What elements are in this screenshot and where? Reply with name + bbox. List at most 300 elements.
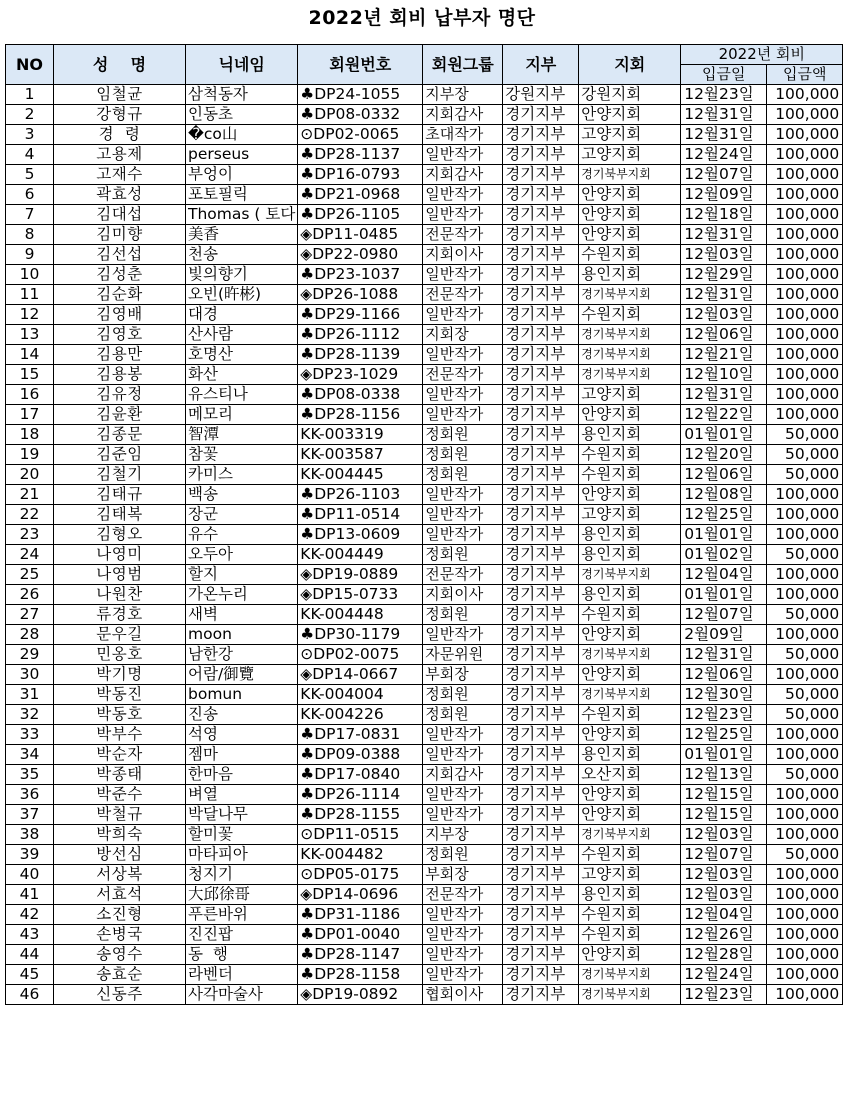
- table-row: [6, 445, 843, 465]
- cell-member-no: ♣DP21-0968: [298, 185, 423, 205]
- cell-group: 지부장: [423, 85, 503, 105]
- table-row: [6, 265, 843, 285]
- header-member-no: 회원번호: [298, 45, 423, 85]
- cell-no: 45: [6, 965, 54, 985]
- cell-member-no: KK-004449: [298, 545, 423, 565]
- cell-name: 김태복: [54, 505, 186, 525]
- cell-amount: 100,000: [767, 865, 843, 885]
- cell-nickname: 할지: [186, 565, 298, 585]
- cell-name: 김철기: [54, 465, 186, 485]
- cell-date: 12월06일: [681, 465, 767, 485]
- cell-no: 46: [6, 985, 54, 1005]
- cell-chapter: 용인지회: [579, 585, 681, 605]
- cell-nickname: 호명산: [186, 345, 298, 365]
- cell-group: 전문작가: [423, 565, 503, 585]
- cell-member-no: ♣DP28-1147: [298, 945, 423, 965]
- cell-name: 강형규: [54, 105, 186, 125]
- cell-branch: 경기지부: [503, 125, 579, 145]
- cell-no: 38: [6, 825, 54, 845]
- cell-branch: 경기지부: [503, 505, 579, 525]
- cell-amount: 100,000: [767, 165, 843, 185]
- cell-chapter: 수원지회: [579, 705, 681, 725]
- cell-name: 방선심: [54, 845, 186, 865]
- table-row: [6, 305, 843, 325]
- cell-amount: 100,000: [767, 925, 843, 945]
- cell-nickname: 대경: [186, 305, 298, 325]
- cell-member-no: ♣DP26-1112: [298, 325, 423, 345]
- cell-member-no: ♣DP13-0609: [298, 525, 423, 545]
- cell-amount: 100,000: [767, 805, 843, 825]
- header-amount: 입금액: [767, 65, 843, 85]
- cell-branch: 경기지부: [503, 685, 579, 705]
- cell-name: 김형오: [54, 525, 186, 545]
- cell-name: 박순자: [54, 745, 186, 765]
- cell-date: 12월04일: [681, 565, 767, 585]
- header-nickname: 닉네임: [186, 45, 298, 85]
- cell-branch: 경기지부: [503, 385, 579, 405]
- cell-branch: 경기지부: [503, 485, 579, 505]
- cell-group: 일반작가: [423, 145, 503, 165]
- cell-date: 12월07일: [681, 845, 767, 865]
- table-row: [6, 705, 843, 725]
- table-row: [6, 245, 843, 265]
- cell-amount: 100,000: [767, 885, 843, 905]
- cell-member-no: ◈DP15-0733: [298, 585, 423, 605]
- cell-branch: 경기지부: [503, 165, 579, 185]
- cell-group: 일반작가: [423, 345, 503, 365]
- cell-date: 12월18일: [681, 205, 767, 225]
- cell-no: 17: [6, 405, 54, 425]
- cell-name: 김종문: [54, 425, 186, 445]
- cell-name: 김선섭: [54, 245, 186, 265]
- cell-chapter: 안양지회: [579, 485, 681, 505]
- cell-nickname: 진진팝: [186, 925, 298, 945]
- cell-group: 일반작가: [423, 745, 503, 765]
- cell-name: 신동주: [54, 985, 186, 1005]
- cell-chapter: 경기북부지회: [579, 985, 681, 1005]
- table-row: [6, 325, 843, 345]
- cell-amount: 50,000: [767, 605, 843, 625]
- cell-no: 22: [6, 505, 54, 525]
- cell-group: 일반작가: [423, 405, 503, 425]
- cell-nickname: 라벤더: [186, 965, 298, 985]
- cell-amount: 100,000: [767, 965, 843, 985]
- cell-member-no: ♣DP28-1139: [298, 345, 423, 365]
- cell-nickname: 어람/御覽: [186, 665, 298, 685]
- cell-date: 12월03일: [681, 865, 767, 885]
- cell-name: 소진형: [54, 905, 186, 925]
- table-row: [6, 845, 843, 865]
- cell-chapter: 고양지회: [579, 505, 681, 525]
- cell-member-no: ◈DP11-0485: [298, 225, 423, 245]
- cell-branch: 경기지부: [503, 645, 579, 665]
- table-row: [6, 485, 843, 505]
- table-row: [6, 825, 843, 845]
- cell-nickname: 할미꽃: [186, 825, 298, 845]
- cell-no: 40: [6, 865, 54, 885]
- cell-date: 12월09일: [681, 185, 767, 205]
- cell-nickname: 박달나무: [186, 805, 298, 825]
- cell-chapter: 경기북부지회: [579, 645, 681, 665]
- table-row: [6, 345, 843, 365]
- cell-group: 전문작가: [423, 285, 503, 305]
- cell-branch: 경기지부: [503, 525, 579, 545]
- cell-amount: 100,000: [767, 525, 843, 545]
- cell-group: 일반작가: [423, 305, 503, 325]
- cell-no: 23: [6, 525, 54, 545]
- cell-branch: 경기지부: [503, 105, 579, 125]
- cell-date: 12월13일: [681, 765, 767, 785]
- cell-member-no: ⊙DP11-0515: [298, 825, 423, 845]
- table-row: [6, 925, 843, 945]
- cell-group: 정회원: [423, 685, 503, 705]
- cell-amount: 50,000: [767, 845, 843, 865]
- cell-member-no: KK-004448: [298, 605, 423, 625]
- cell-name: 김유정: [54, 385, 186, 405]
- cell-branch: 경기지부: [503, 465, 579, 485]
- cell-name: 김영배: [54, 305, 186, 325]
- cell-no: 32: [6, 705, 54, 725]
- cell-branch: 경기지부: [503, 545, 579, 565]
- cell-no: 9: [6, 245, 54, 265]
- cell-date: 12월28일: [681, 945, 767, 965]
- cell-nickname: 산사람: [186, 325, 298, 345]
- cell-nickname: 포토필릭: [186, 185, 298, 205]
- cell-date: 01월02일: [681, 545, 767, 565]
- cell-nickname: 유수: [186, 525, 298, 545]
- cell-no: 43: [6, 925, 54, 945]
- cell-amount: 50,000: [767, 705, 843, 725]
- cell-date: 12월21일: [681, 345, 767, 365]
- cell-no: 2: [6, 105, 54, 125]
- cell-name: 경 령: [54, 125, 186, 145]
- cell-branch: 경기지부: [503, 445, 579, 465]
- cell-group: 전문작가: [423, 365, 503, 385]
- cell-date: 12월31일: [681, 285, 767, 305]
- cell-amount: 100,000: [767, 85, 843, 105]
- cell-date: 12월25일: [681, 725, 767, 745]
- cell-date: 12월03일: [681, 245, 767, 265]
- cell-no: 29: [6, 645, 54, 665]
- cell-member-no: KK-004226: [298, 705, 423, 725]
- cell-nickname: 화산: [186, 365, 298, 385]
- cell-chapter: 수원지회: [579, 465, 681, 485]
- cell-member-no: ♣DP26-1103: [298, 485, 423, 505]
- cell-chapter: 경기북부지회: [579, 825, 681, 845]
- cell-member-no: ♣DP17-0831: [298, 725, 423, 745]
- cell-name: 고용제: [54, 145, 186, 165]
- cell-nickname: 사각마술사: [186, 985, 298, 1005]
- cell-name: 송효순: [54, 965, 186, 985]
- table-row: [6, 285, 843, 305]
- cell-no: 6: [6, 185, 54, 205]
- cell-date: 12월10일: [681, 365, 767, 385]
- cell-group: 정회원: [423, 545, 503, 565]
- cell-member-no: ◈DP14-0696: [298, 885, 423, 905]
- cell-group: 일반작가: [423, 785, 503, 805]
- cell-member-no: ♣DP28-1155: [298, 805, 423, 825]
- cell-date: 12월25일: [681, 505, 767, 525]
- cell-nickname: 美香: [186, 225, 298, 245]
- cell-date: 12월06일: [681, 325, 767, 345]
- cell-member-no: ♣DP24-1055: [298, 85, 423, 105]
- cell-member-no: ♣DP01-0040: [298, 925, 423, 945]
- cell-member-no: KK-003587: [298, 445, 423, 465]
- cell-amount: 100,000: [767, 345, 843, 365]
- cell-amount: 100,000: [767, 985, 843, 1005]
- cell-date: 12월29일: [681, 265, 767, 285]
- cell-amount: 50,000: [767, 645, 843, 665]
- cell-chapter: 안양지회: [579, 665, 681, 685]
- table-row: [6, 525, 843, 545]
- cell-no: 4: [6, 145, 54, 165]
- cell-no: 7: [6, 205, 54, 225]
- cell-no: 27: [6, 605, 54, 625]
- cell-date: 12월03일: [681, 885, 767, 905]
- cell-date: 12월03일: [681, 305, 767, 325]
- cell-date: 12월15일: [681, 805, 767, 825]
- cell-amount: 100,000: [767, 665, 843, 685]
- cell-name: 나원찬: [54, 585, 186, 605]
- table-row: [6, 105, 843, 125]
- table-row: [6, 625, 843, 645]
- cell-nickname: 인동초: [186, 105, 298, 125]
- cell-nickname: 진송: [186, 705, 298, 725]
- cell-nickname: Thomas ( 토다: [186, 205, 298, 225]
- cell-name: 김영호: [54, 325, 186, 345]
- cell-nickname: 카미스: [186, 465, 298, 485]
- cell-chapter: 경기북부지회: [579, 285, 681, 305]
- cell-amount: 100,000: [767, 285, 843, 305]
- cell-date: 12월15일: [681, 785, 767, 805]
- cell-chapter: 강원지회: [579, 85, 681, 105]
- cell-chapter: 안양지회: [579, 205, 681, 225]
- cell-member-no: KK-004445: [298, 465, 423, 485]
- cell-amount: 100,000: [767, 385, 843, 405]
- cell-nickname: 마타피아: [186, 845, 298, 865]
- cell-group: 정회원: [423, 425, 503, 445]
- cell-amount: 100,000: [767, 125, 843, 145]
- cell-group: 일반작가: [423, 925, 503, 945]
- cell-nickname: 메모리: [186, 405, 298, 425]
- cell-name: 박종태: [54, 765, 186, 785]
- cell-amount: 50,000: [767, 425, 843, 445]
- cell-member-no: ♣DP28-1158: [298, 965, 423, 985]
- cell-date: 12월24일: [681, 145, 767, 165]
- cell-date: 01월01일: [681, 745, 767, 765]
- cell-name: 손병국: [54, 925, 186, 945]
- cell-chapter: 안양지회: [579, 945, 681, 965]
- cell-name: 박부수: [54, 725, 186, 745]
- cell-no: 33: [6, 725, 54, 745]
- cell-group: 일반작가: [423, 965, 503, 985]
- table-row: [6, 185, 843, 205]
- cell-nickname: perseus: [186, 145, 298, 165]
- cell-chapter: 안양지회: [579, 225, 681, 245]
- cell-chapter: 용인지회: [579, 425, 681, 445]
- cell-branch: 경기지부: [503, 765, 579, 785]
- cell-name: 나영범: [54, 565, 186, 585]
- table-row: [6, 865, 843, 885]
- cell-name: 박기명: [54, 665, 186, 685]
- cell-chapter: 용인지회: [579, 265, 681, 285]
- cell-amount: 100,000: [767, 185, 843, 205]
- cell-member-no: ♣DP08-0332: [298, 105, 423, 125]
- cell-member-no: KK-004004: [298, 685, 423, 705]
- cell-name: 김순화: [54, 285, 186, 305]
- cell-name: 김대섭: [54, 205, 186, 225]
- cell-member-no: ◈DP19-0892: [298, 985, 423, 1005]
- cell-group: 지회장: [423, 325, 503, 345]
- cell-branch: 경기지부: [503, 405, 579, 425]
- cell-name: 문우길: [54, 625, 186, 645]
- cell-group: 일반작가: [423, 525, 503, 545]
- cell-name: 김미향: [54, 225, 186, 245]
- cell-group: 일반작가: [423, 805, 503, 825]
- cell-no: 1: [6, 85, 54, 105]
- table-row: [6, 205, 843, 225]
- cell-date: 12월31일: [681, 105, 767, 125]
- cell-date: 01월01일: [681, 525, 767, 545]
- cell-branch: 경기지부: [503, 605, 579, 625]
- cell-chapter: 경기북부지회: [579, 165, 681, 185]
- cell-no: 5: [6, 165, 54, 185]
- cell-group: 지부장: [423, 825, 503, 845]
- table-row: [6, 605, 843, 625]
- cell-name: 박철규: [54, 805, 186, 825]
- cell-chapter: 고양지회: [579, 145, 681, 165]
- cell-branch: 경기지부: [503, 885, 579, 905]
- cell-member-no: ⊙DP02-0065: [298, 125, 423, 145]
- cell-chapter: 고양지회: [579, 385, 681, 405]
- cell-name: 서상복: [54, 865, 186, 885]
- cell-group: 일반작가: [423, 385, 503, 405]
- table-row: [6, 165, 843, 185]
- cell-name: 고재수: [54, 165, 186, 185]
- cell-group: 부회장: [423, 865, 503, 885]
- cell-amount: 100,000: [767, 405, 843, 425]
- table-row: [6, 385, 843, 405]
- cell-branch: 경기지부: [503, 845, 579, 865]
- cell-branch: 경기지부: [503, 225, 579, 245]
- cell-no: 30: [6, 665, 54, 685]
- cell-member-no: ♣DP16-0793: [298, 165, 423, 185]
- cell-chapter: 오산지회: [579, 765, 681, 785]
- cell-name: 류경호: [54, 605, 186, 625]
- cell-nickname: 智潭: [186, 425, 298, 445]
- cell-name: 김윤환: [54, 405, 186, 425]
- cell-member-no: KK-003319: [298, 425, 423, 445]
- cell-nickname: 푸른바위: [186, 905, 298, 925]
- table-row: [6, 905, 843, 925]
- cell-no: 19: [6, 445, 54, 465]
- cell-amount: 100,000: [767, 305, 843, 325]
- cell-branch: 경기지부: [503, 665, 579, 685]
- table-row: [6, 505, 843, 525]
- cell-no: 44: [6, 945, 54, 965]
- cell-chapter: 용인지회: [579, 745, 681, 765]
- cell-group: 일반작가: [423, 265, 503, 285]
- cell-chapter: 경기북부지회: [579, 325, 681, 345]
- cell-nickname: 유스티나: [186, 385, 298, 405]
- cell-date: 12월26일: [681, 925, 767, 945]
- table-row: [6, 145, 843, 165]
- cell-name: 박희숙: [54, 825, 186, 845]
- cell-no: 25: [6, 565, 54, 585]
- cell-amount: 50,000: [767, 765, 843, 785]
- cell-nickname: 大邱徐哥: [186, 885, 298, 905]
- cell-group: 정회원: [423, 845, 503, 865]
- cell-nickname: 청지기: [186, 865, 298, 885]
- cell-member-no: ⊙DP05-0175: [298, 865, 423, 885]
- table-row: [6, 885, 843, 905]
- cell-member-no: ◈DP22-0980: [298, 245, 423, 265]
- cell-branch: 강원지부: [503, 85, 579, 105]
- cell-no: 31: [6, 685, 54, 705]
- header-branch: 지부: [503, 45, 579, 85]
- cell-amount: 100,000: [767, 105, 843, 125]
- cell-date: 12월03일: [681, 825, 767, 845]
- table-row: [6, 585, 843, 605]
- cell-branch: 경기지부: [503, 145, 579, 165]
- cell-chapter: 용인지회: [579, 885, 681, 905]
- cell-nickname: 가온누리: [186, 585, 298, 605]
- cell-branch: 경기지부: [503, 865, 579, 885]
- cell-branch: 경기지부: [503, 205, 579, 225]
- cell-group: 전문작가: [423, 885, 503, 905]
- cell-group: 협회이사: [423, 985, 503, 1005]
- cell-group: 전문작가: [423, 225, 503, 245]
- cell-name: 임철균: [54, 85, 186, 105]
- cell-nickname: 참꽃: [186, 445, 298, 465]
- table-row: [6, 985, 843, 1005]
- cell-chapter: 수원지회: [579, 305, 681, 325]
- cell-no: 37: [6, 805, 54, 825]
- cell-date: 12월07일: [681, 605, 767, 625]
- cell-member-no: ♣DP28-1137: [298, 145, 423, 165]
- cell-name: 민옹호: [54, 645, 186, 665]
- cell-member-no: ◈DP26-1088: [298, 285, 423, 305]
- table-row: [6, 225, 843, 245]
- table-row: [6, 665, 843, 685]
- cell-nickname: 남한강: [186, 645, 298, 665]
- cell-chapter: 경기북부지회: [579, 965, 681, 985]
- cell-date: 01월01일: [681, 585, 767, 605]
- cell-nickname: 한마음: [186, 765, 298, 785]
- cell-no: 18: [6, 425, 54, 445]
- header-name: 성 명: [54, 45, 186, 85]
- cell-amount: 50,000: [767, 445, 843, 465]
- cell-date: 12월23일: [681, 985, 767, 1005]
- cell-branch: 경기지부: [503, 265, 579, 285]
- cell-amount: 100,000: [767, 505, 843, 525]
- cell-date: 12월22일: [681, 405, 767, 425]
- cell-amount: 100,000: [767, 625, 843, 645]
- cell-amount: 100,000: [767, 785, 843, 805]
- cell-amount: 50,000: [767, 465, 843, 485]
- cell-branch: 경기지부: [503, 705, 579, 725]
- cell-nickname: 부엉이: [186, 165, 298, 185]
- cell-branch: 경기지부: [503, 185, 579, 205]
- cell-date: 12월04일: [681, 905, 767, 925]
- cell-member-no: ♣DP29-1166: [298, 305, 423, 325]
- cell-group: 정회원: [423, 705, 503, 725]
- cell-branch: 경기지부: [503, 285, 579, 305]
- cell-branch: 경기지부: [503, 365, 579, 385]
- cell-member-no: ♣DP23-1037: [298, 265, 423, 285]
- cell-no: 21: [6, 485, 54, 505]
- cell-branch: 경기지부: [503, 425, 579, 445]
